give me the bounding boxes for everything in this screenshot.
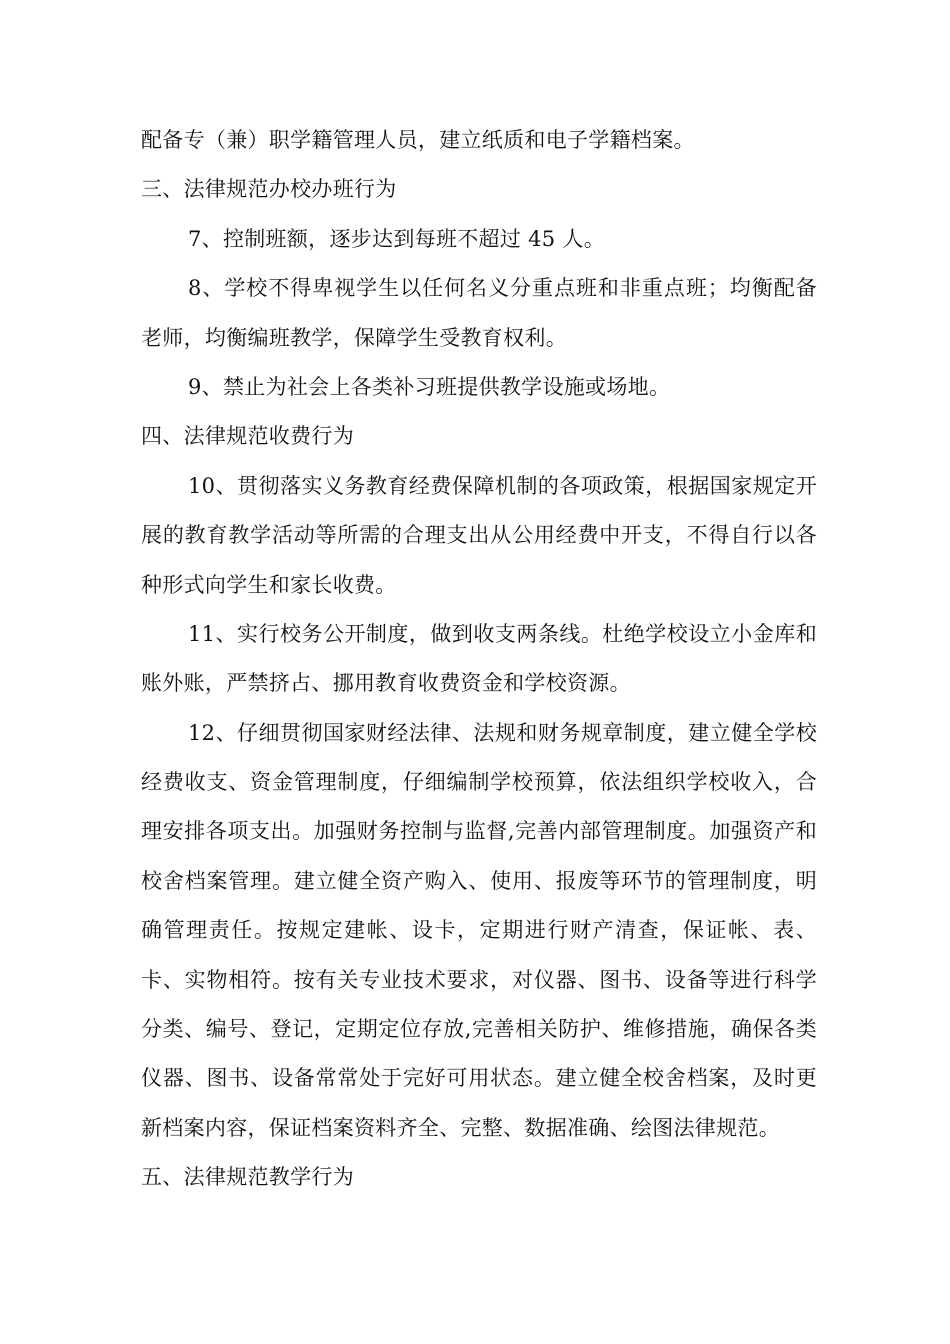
item-12-line: 卡、实物相符。按有关专业技术要求，对仪器、图书、设备等进行科学 — [141, 967, 817, 992]
item-12-line: 新档案内容，保证档案资料齐全、完整、数据准确、绘图法律规范。 — [141, 1115, 780, 1140]
item-12-line: 12、仔细贯彻国家财经法律、法规和财务规章制度，建立健全学校 — [188, 720, 817, 745]
item-12-line: 分类、编号、登记，定期定位存放,完善相关防护、维修措施，确保各类 — [141, 1017, 817, 1042]
item-12-line: 确管理责任。按规定建帐、设卡，定期进行财产清查，保证帐、表、 — [141, 918, 817, 943]
item-10-line: 展的教育教学活动等所需的合理支出从公用经费中开支，不得自行以各 — [141, 523, 817, 548]
section-heading-5: 五、法律规范教学行为 — [141, 1165, 354, 1190]
item-8-line: 老师，均衡编班教学，保障学生受教育权利。 — [141, 325, 567, 350]
section-heading-4: 四、法律规范收费行为 — [141, 424, 354, 449]
item-12-line: 经费收支、资金管理制度，仔细编制学校预算，依法组织学校收入，合 — [141, 770, 817, 795]
item-12-line: 校舍档案管理。建立健全资产购入、使用、报废等环节的管理制度，明 — [141, 868, 817, 893]
document-page — [141, 116, 817, 1203]
item-10-line: 种形式向学生和家长收费。 — [141, 572, 397, 597]
item-11-line: 11、实行校务公开制度，做到收支两条线。杜绝学校设立小金库和 — [188, 621, 817, 646]
item-7-line: 7、控制班额，逐步达到每班不超过 45 人。 — [188, 226, 606, 251]
item-8-line: 8、学校不得卑视学生以任何名义分重点班和非重点班；均衡配备 — [188, 276, 817, 301]
paragraph-line: 配备专（兼）职学籍管理人员，建立纸质和电子学籍档案。 — [141, 128, 695, 152]
item-11-line: 账外账，严禁挤占、挪用教育收费资金和学校资源。 — [141, 671, 631, 696]
item-12-line: 理安排各项支出。加强财务控制与监督,完善内部管理制度。加强资产和 — [141, 819, 817, 844]
section-heading-3: 三、法律规范办校办班行为 — [141, 177, 397, 202]
item-10-line: 10、贯彻落实义务教育经费保障机制的各项政策，根据国家规定开 — [188, 473, 817, 498]
item-12-line: 仪器、图书、设备常常处于完好可用状态。建立健全校舍档案，及时更 — [141, 1066, 817, 1091]
item-9-line: 9、禁止为社会上各类补习班提供教学设施或场地。 — [188, 374, 671, 399]
